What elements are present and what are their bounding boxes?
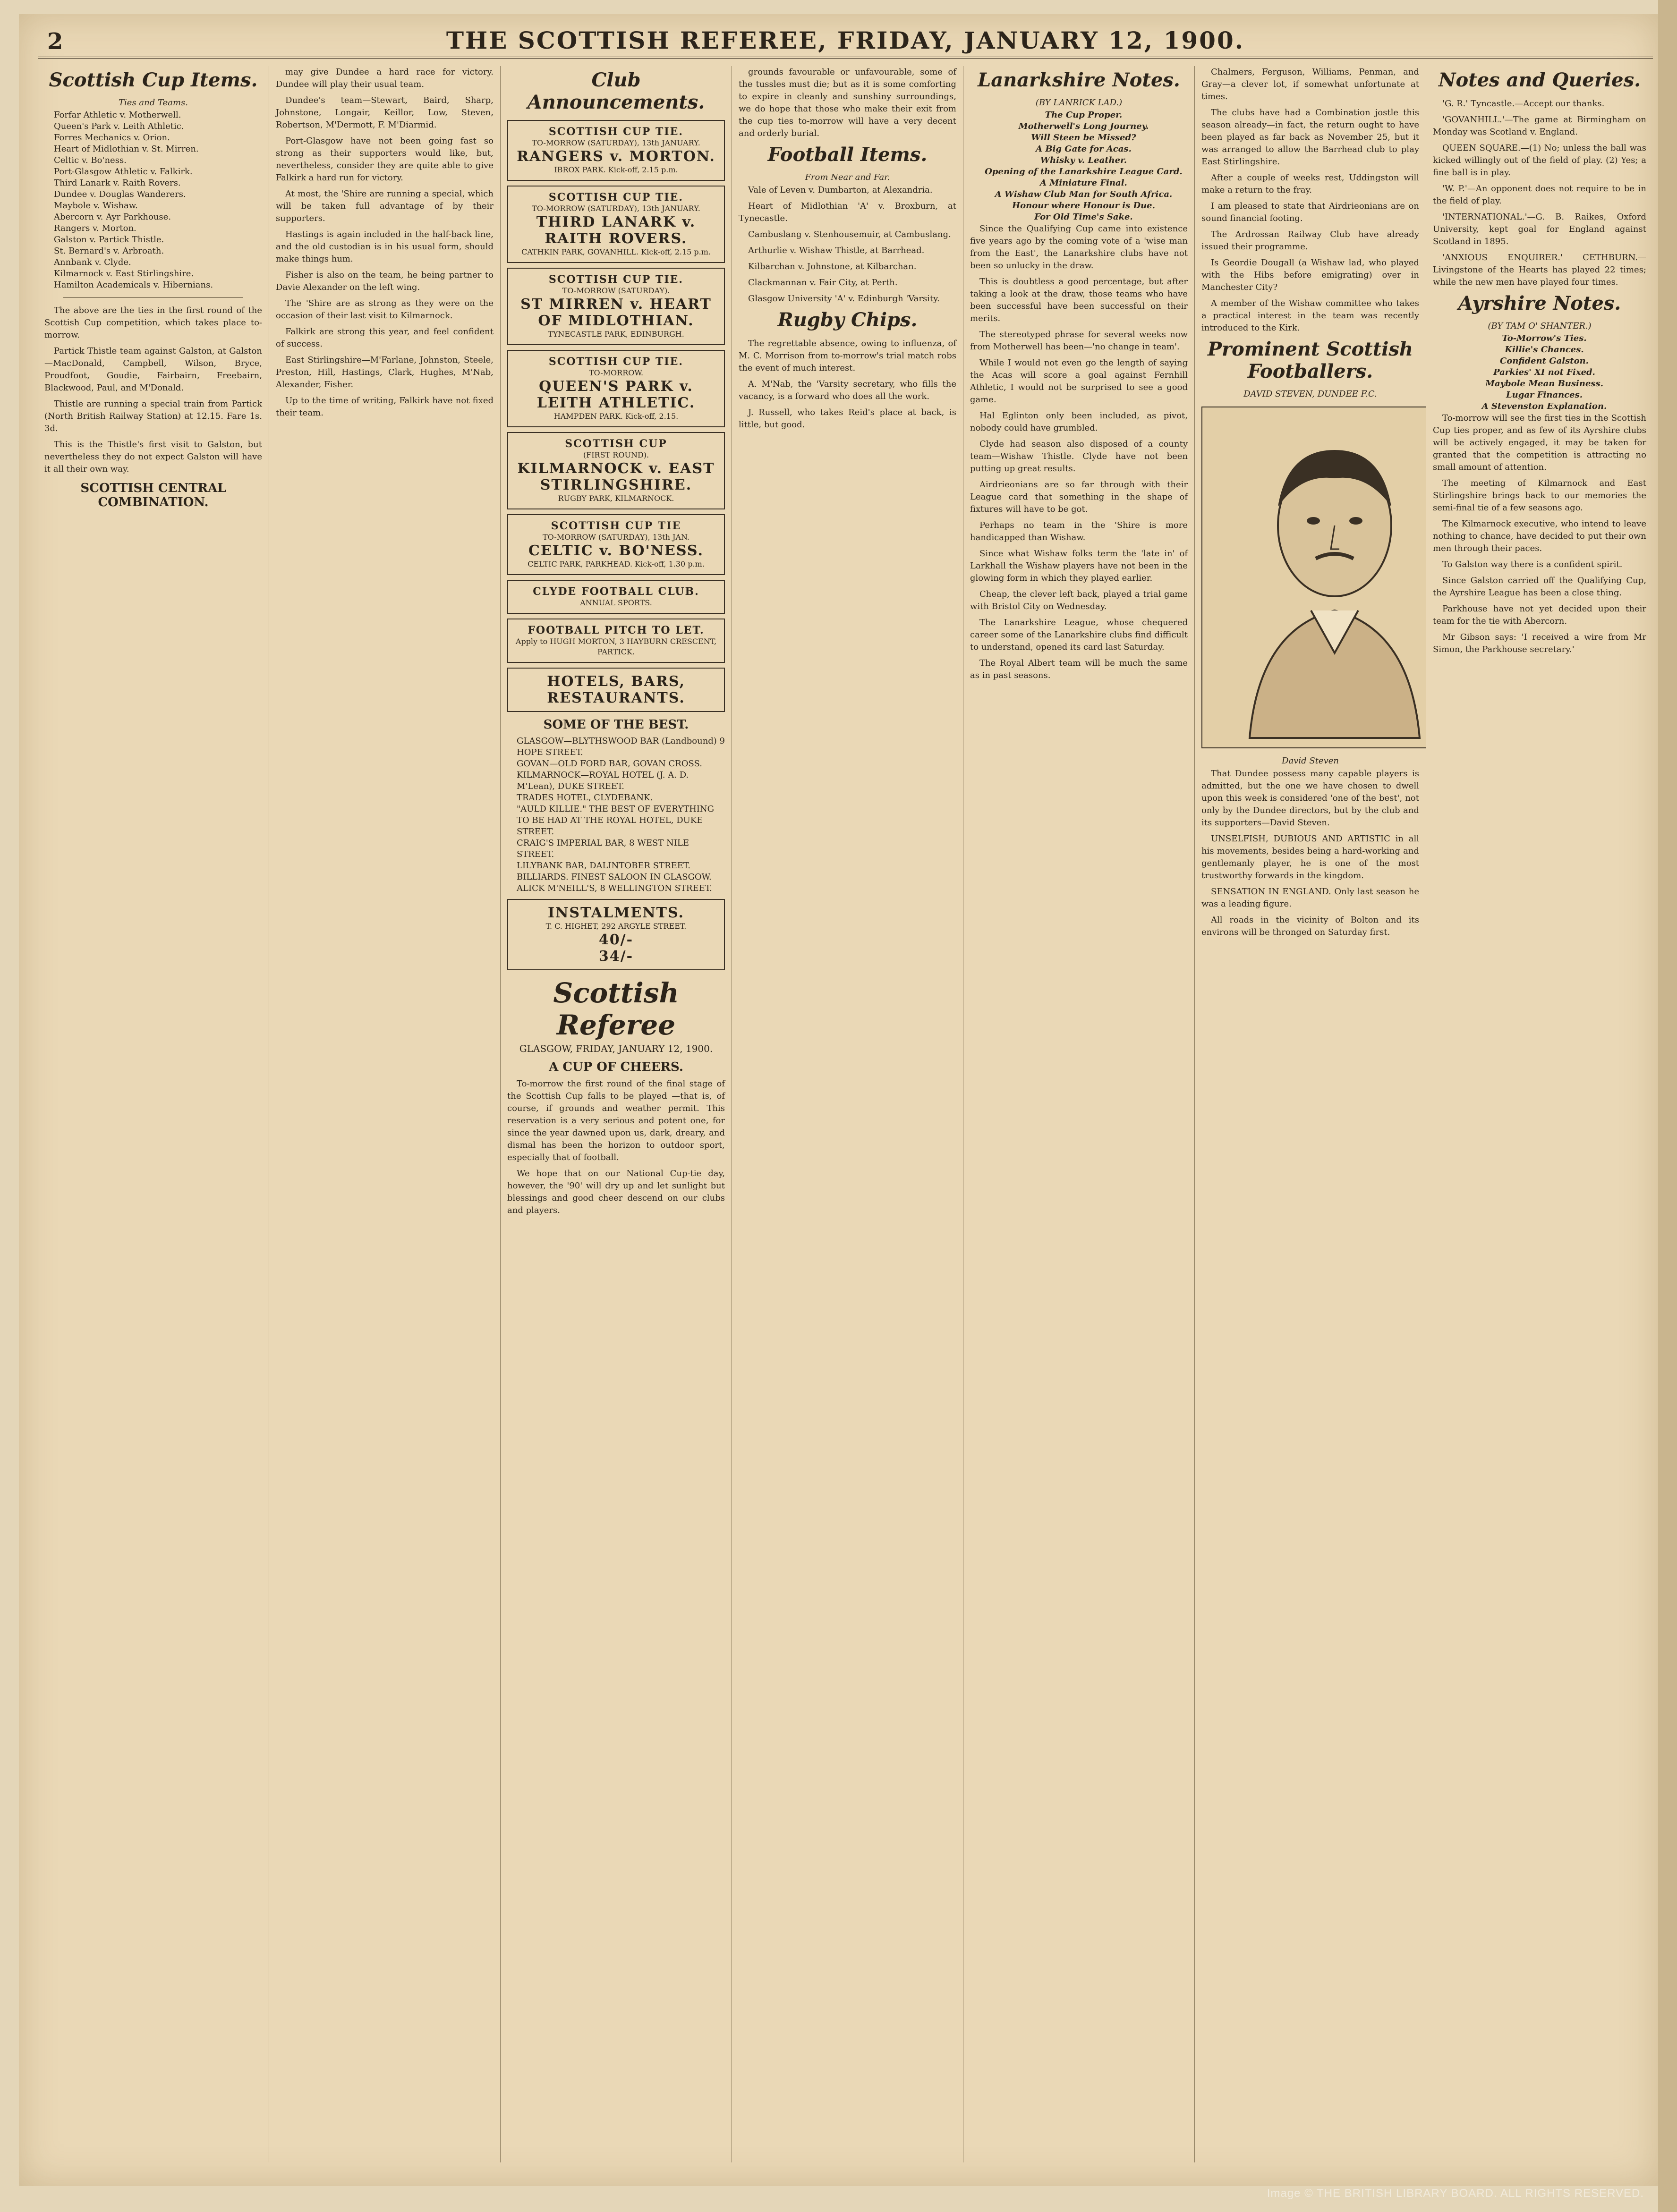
player-portrait-drawing [1202, 407, 1426, 747]
paragraph: Clyde had season also disposed of a county team—Wishaw Thistle. Clyde have not been putting up great results. [970, 439, 1188, 474]
announcement-note: TYNECASTLE PARK, EDINBURGH. [548, 330, 684, 339]
announcement-head: SCOTTISH CUP TIE. [548, 273, 684, 286]
announcement-note: CATHKIN PARK, GOVANHILL. Kick-off, 2.15 p.m. [521, 247, 711, 256]
paragraph: This is the Thistle's first visit to Galston, but nevertheless they do not expect Galston will have it all their own way. [44, 440, 262, 474]
tie-item: Forres Mechanics v. Orion. [54, 133, 170, 143]
paragraph: Port-Glasgow have not been going fast so strong as their supporters would like, but, nevertheless, consider they are quite able to give Falkirk a hard run for victory. [276, 136, 494, 183]
portrait-caption: DAVID STEVEN, DUNDEE F.C. [1243, 389, 1377, 399]
subheading: Parkies' XI not Fixed. [1493, 367, 1595, 377]
subheading: Opening of the Lanarkshire League Card. [985, 167, 1183, 177]
paragraph: grounds favourable or unfavourable, some of the tussles must die; but as it is some comforting to expire in cleanly and sunshiny surroundings, we do hope that those who make their exit from the cup ties to-morrow will have a very decent and orderly burial. [739, 67, 956, 138]
hotel-item: CRAIG'S IMPERIAL BAR, 8 WEST NILE STREET. [517, 838, 689, 859]
paragraph: The 'Shire are as strong as they were on the occasion of their last visit to Kilmarnock. [276, 298, 494, 321]
highet-address: T. C. HIGHET, 292 ARGYLE STREET. [545, 922, 687, 931]
paragraph: The Royal Albert team will be much the same as in past seasons. [970, 658, 1188, 680]
tie-item: Galston v. Partick Thistle. [54, 235, 164, 245]
paragraph: To-morrow will see the first ties in the Scottish Cup ties proper, and as few of its Ayrshire clubs will be actively engaged, it may be taken for granted that the competition is attracting no small amount of attention. [1433, 413, 1646, 472]
paragraph: Airdrieonians are so far through with their League card that something in the shape of fixtures will have to be got. [970, 480, 1188, 514]
paragraph: At most, the 'Shire are running a special, which will be taken full advantage of by their supporters. [276, 189, 494, 223]
paragraph: The regrettable absence, owing to influenza, of M. C. Morrison from to-morrow's trial match robs the event of much interest. [739, 339, 956, 373]
paragraph: Since Galston carried off the Qualifying Cup, the Ayrshire League has been a close thing. [1433, 576, 1646, 598]
price-two: 34/- [598, 948, 634, 965]
paragraph: 'INTERNATIONAL.'—G. B. Raikes, Oxford University, kept goal for England against Scotland in 1895. [1433, 212, 1646, 246]
masthead-title: THE SCOTTISH REFEREE, FRIDAY, JANUARY 12, 1900. [446, 26, 1245, 54]
dateline: GLASGOW, FRIDAY, JANUARY 12, 1900. [519, 1043, 713, 1054]
paragraph: I am pleased to state that Airdrieonians are on sound financial footing. [1201, 201, 1419, 223]
club-announcement [507, 120, 725, 181]
price-one: 40/- [598, 932, 634, 948]
announcement-head: SCOTTISH CUP TIE [551, 520, 681, 532]
hotel-item: GLASGOW—BLYTHSWOOD BAR (Landbound) 9 HOPE STREET. [517, 736, 725, 757]
subheading: Lugar Finances. [1506, 390, 1583, 400]
byline: (BY LANRICK LAD.) [1035, 98, 1123, 108]
subheading: A Big Gate for Acas. [1036, 144, 1132, 154]
paragraph: East Stirlingshire—M'Farlane, Johnston, Steele, Preston, Hill, Hastings, Clark, Hughes, M'Nab, Alexander, Fisher. [276, 355, 494, 390]
instalments-title: INSTALMENTS. [547, 905, 685, 921]
newspaper-page [19, 14, 1658, 2186]
paragraph: 'W. P.'—An opponent does not require to be in the field of play. [1433, 184, 1646, 206]
paragraph: Hal Eglinton only been included, as pivot, nobody could have grumbled. [970, 411, 1188, 433]
announcement-head: SCOTTISH CUP TIE. [548, 191, 684, 203]
subheading: Confident Galston. [1500, 356, 1589, 366]
tie-item: Dundee v. Douglas Wanderers. [54, 189, 186, 199]
tie-item: Queen's Park v. Leith Athletic. [54, 121, 184, 131]
paragraph: All roads in the vicinity of Bolton and its environs will be thronged on Saturday first. [1201, 915, 1419, 937]
subheading: Whisky v. Leather. [1040, 155, 1127, 165]
paragraph: After a couple of weeks rest, Uddingston will make a return to the fray. [1201, 173, 1419, 195]
paragraph: A member of the Wishaw committee who takes a practical interest in the team was recently introduced to the Kirk. [1201, 298, 1419, 333]
club-announcement [507, 268, 725, 345]
announcement-note: CELTIC PARK, PARKHEAD. Kick-off, 1.30 p.m. [528, 559, 705, 568]
paragraph: To-morrow the first round of the final stage of the Scottish Cup falls to be played —that is, of course, if grounds and weather permit. This reservation is a very serious and potent one, for since the year dawned upon us, dark, dreary, and dismal has been the horizon to outdoor sport, especially that of football. [507, 1079, 725, 1162]
hotel-item: GOVAN—OLD FORD BAR, GOVAN CROSS. [517, 759, 702, 769]
paragraph: Hastings is again included in the half-back line, and the old custodian is in his usual form, should make things hum. [276, 229, 494, 264]
paragraph: Thistle are running a special train from Partick (North British Railway Station) at 12.15. Fare 1s. 3d. [44, 399, 262, 433]
paragraph: The meeting of Kilmarnock and East Stirlingshire brings back to our memories the semi-final tie of a few seasons ago. [1433, 478, 1646, 513]
column-lanarkshire-notes [963, 66, 1195, 2162]
paragraph: The Kilmarnock executive, who intend to leave nothing to chance, have decided to put their own men through their paces. [1433, 519, 1646, 553]
player-portrait [1201, 407, 1426, 748]
announcement-sub: TO-MORROW. [588, 368, 644, 377]
hotel-item: "AULD KILLIE." THE BEST OF EVERYTHING TO BE HAD AT THE ROYAL HOTEL, DUKE STREET. [517, 804, 715, 837]
tie-item: Annbank v. Clyde. [54, 257, 131, 267]
subheading: A Stevenston Explanation. [1481, 401, 1607, 411]
announcement-sub: TO-MORROW (SATURDAY), 13th JANUARY. [532, 138, 700, 147]
tie-item: Third Lanark v. Raith Rovers. [54, 178, 181, 188]
paragraph: Partick Thistle team against Galston, at Galston—MacDonald, Campbell, Wilson, Bryce, Proudfoot, Goudie, Fairbairn, Freebairn, Blackwood, Paul, and M'Donald. [44, 346, 262, 393]
paragraph: Arthurlie v. Wishaw Thistle, at Barrhead. [748, 246, 925, 255]
paper-masthead-small: Scottish Referee [553, 977, 679, 1041]
tie-item: Rangers v. Morton. [54, 223, 136, 233]
announcement-head: CLYDE FOOTBALL CLUB. [533, 585, 699, 598]
subheading: To-Morrow's Ties. [1502, 333, 1587, 343]
page-number: 2 [47, 28, 63, 55]
paragraph: Fisher is also on the team, he being partner to Davie Alexander on the left wing. [276, 270, 494, 292]
tie-item: Forfar Athletic v. Motherwell. [54, 110, 181, 120]
club-ads [507, 120, 725, 663]
masthead [38, 24, 1653, 59]
column-cup-continued [269, 66, 501, 2162]
section-subtitle: Ties and Teams. [119, 98, 188, 108]
paragraph: This is doubtless a good percentage, but after taking a look at the draw, those teams who have been successful have been successful on their merits. [970, 277, 1188, 323]
subheading: A Wishaw Club Man for South Africa. [995, 189, 1173, 199]
paragraph: Since what Wishaw folks term the 'late in' of Larkhall the Wishaw players have not been in the glowing form in which they played earlier. [970, 549, 1188, 583]
instalments-ad [507, 899, 725, 970]
paragraph: Parkhouse have not yet decided upon their team for the tie with Abercorn. [1433, 604, 1646, 626]
lanark-headings [970, 110, 1188, 223]
columns [38, 66, 1653, 2162]
paragraph: Up to the time of writing, Falkirk have not fixed their team. [276, 396, 494, 418]
paragraph: The Ardrossan Railway Club have already issued their programme. [1201, 229, 1419, 252]
paragraph: QUEEN SQUARE.—(1) No; unless the ball was kicked willingly out of the field of play. (2) Yes; a fine ball is in play. [1433, 143, 1646, 178]
paragraph: 'G. R.' Tyncastle.—Accept our thanks. [1442, 99, 1605, 109]
hotel-item: TRADES HOTEL, CLYDEBANK. [517, 793, 653, 803]
paragraph: To Galston way there is a confident spirit. [1442, 559, 1623, 569]
subheading: Will Steen be Missed? [1031, 133, 1136, 143]
paragraph: That Dundee possess many capable players is admitted, but the one we have chosen to dwell upon this week is considered 'one of the best', not only by the Dundee directors, but by the club and its supporters—David Steven. [1201, 769, 1419, 828]
tie-item: Celtic v. Bo'ness. [54, 155, 127, 165]
announcement-team: CELTIC v. BO'NESS. [528, 542, 704, 559]
paragraph: The clubs have had a Combination jostle this season already—in fact, the return ought to have been played as far back as November 25, but it was arranged to allow the Barrhead club to play East Stirlingshire. [1201, 108, 1419, 167]
announcement-team: KILMARNOCK v. EAST STIRLINGSHIRE. [517, 460, 715, 493]
tie-item: Kilmarnock v. East Stirlingshire. [54, 269, 194, 279]
column-lanarkshire-continued [1195, 66, 1426, 2162]
divider [63, 297, 243, 298]
paragraph: While I would not even go the length of saying the Acas will score a goal against Fernhill Athletic, I would not be surprised to see a good game. [970, 358, 1188, 405]
announcement-sub: TO-MORROW (SATURDAY), 13th JANUARY. [532, 204, 700, 213]
paragraph: Kilbarchan v. Johnstone, at Kilbarchan. [748, 262, 917, 271]
club-announcement [507, 432, 725, 509]
announcement-head: SCOTTISH CUP TIE. [548, 126, 684, 138]
announcement-note: IBROX PARK. Kick-off, 2.15 p.m. [554, 165, 678, 174]
section-title: Club Announcements. [527, 69, 705, 113]
announcement-sub: TO-MORROW (SATURDAY), 13th JAN. [542, 533, 690, 542]
subheading: Motherwell's Long Journey. [1018, 121, 1149, 131]
subheading: Honour where Honour is Due. [1012, 201, 1155, 211]
column-notes-and-queries [1426, 66, 1653, 2162]
paragraph: Mr Gibson says: 'I received a wire from Mr Simon, the Parkhouse secretary.' [1433, 632, 1646, 654]
best-title: SOME OF THE BEST. [543, 718, 689, 732]
announcement-note: RUGBY PARK, KILMARNOCK. [558, 494, 674, 503]
announcement-head: SCOTTISH CUP [565, 438, 667, 450]
column-scottish-cup-items [38, 66, 269, 2162]
hotel-item: ALICK M'NEILL'S, 8 WELLINGTON STREET. [517, 883, 712, 893]
tie-item: Maybole v. Wishaw. [54, 201, 138, 211]
club-announcement [507, 186, 725, 263]
ties-list [44, 110, 262, 291]
paragraph: Perhaps no team in the 'Shire is more handicapped than Wishaw. [970, 520, 1188, 542]
paragraph: The above are the ties in the first round of the Scottish Cup competition, which takes place to-morrow. [44, 305, 262, 340]
paragraph: Since the Qualifying Cup came into existence five years ago by the coming vote of a 'wise man from the East', the Lanarkshire clubs have not been so unlucky in the draw. [970, 224, 1188, 271]
section-title: Football Items. [767, 144, 928, 166]
paragraph: Chalmers, Ferguson, Williams, Penman, and Gray—a clever lot, if somewhat unfortunate at times. [1201, 67, 1419, 102]
tie-item: Port-Glasgow Athletic v. Falkirk. [54, 167, 193, 177]
announcement-team: THIRD LANARK v. RAITH ROVERS. [536, 214, 696, 247]
club-announcement [507, 580, 725, 614]
hotels-title: HOTELS, BARS, RESTAURANTS. [547, 673, 685, 706]
hotel-item: KILMARNOCK—ROYAL HOTEL (J. A. D. M'Lean), DUKE STREET. [517, 770, 689, 791]
paragraph: Cambuslang v. Stenhousemuir, at Cambuslang. [748, 229, 951, 239]
paragraph: UNSELFISH, DUBIOUS AND ARTISTIC in all his movements, besides being a hard-working and gentlemanly player, he is one of the most trustworthy forwards in the kingdom. [1201, 834, 1419, 881]
announcement-team: QUEEN'S PARK v. LEITH ATHLETIC. [536, 378, 696, 411]
subheading: The Cup Proper. [1045, 110, 1123, 120]
byline: (BY TAM O' SHANTER.) [1488, 321, 1592, 331]
table-heading: SCOTTISH CENTRAL COMBINATION. [80, 481, 226, 509]
adjacent-page-edge [1658, 0, 1677, 2212]
paragraph: The stereotyped phrase for several weeks now from Motherwell has been—'no change in team'. [970, 330, 1188, 352]
hotels-ad [507, 668, 725, 712]
paragraph: Dundee's team—Stewart, Baird, Sharp, Johnstone, Longair, Keillor, Low, Steven, Robertson, M'Dermott, F. M'Diarmid. [276, 95, 494, 130]
paragraph: Cheap, the clever left back, played a trial game with Bristol City on Wednesday. [970, 589, 1188, 611]
paragraph: Heart of Midlothian 'A' v. Broxburn, at Tynecastle. [739, 201, 956, 223]
club-announcement [507, 514, 725, 575]
paragraph: The Lanarkshire League, whose chequered career some of the Lanarkshire clubs find difficult to understand, opened its card last Saturday. [970, 618, 1188, 652]
subheading: Killie's Chances. [1505, 345, 1584, 355]
tie-item: Hamilton Academicals v. Hibernians. [54, 280, 213, 290]
paragraph: may give Dundee a hard race for victory. Dundee will play their usual team. [276, 67, 494, 89]
hotel-item: LILYBANK BAR, DALINTOBER STREET. [517, 861, 691, 871]
section-title: Notes and Queries. [1438, 69, 1641, 91]
section-title: Ayrshire Notes. [1458, 292, 1621, 314]
paragraph: Falkirk are strong this year, and feel confident of success. [276, 327, 494, 349]
column-club-announcements [501, 66, 732, 2162]
paragraph: Is Geordie Dougall (a Wishaw lad, who played with the Hibs before emigrating) over in Manchester City? [1201, 258, 1419, 292]
paragraph: A. M'Nab, the 'Varsity secretary, who fills the vacancy, is a forward who does all the work. [739, 379, 956, 401]
copyright-notice: Image © THE BRITISH LIBRARY BOARD. ALL RIGHTS RESERVED. [1267, 2187, 1644, 2200]
hotels-list [507, 736, 725, 894]
portrait-signature: David Steven [1282, 756, 1339, 766]
subheading: A Miniature Final. [1040, 178, 1127, 188]
paragraph: Vale of Leven v. Dumbarton, at Alexandria. [748, 185, 933, 195]
paragraph: SENSATION IN ENGLAND. Only last season he was a leading figure. [1201, 887, 1419, 909]
section-title: Lanarkshire Notes. [978, 69, 1180, 91]
hotel-item: BILLIARDS. FINEST SALOON IN GLASGOW. [517, 872, 712, 882]
subheading: For Old Time's Sake. [1034, 212, 1133, 222]
club-announcement [507, 619, 725, 663]
paragraph: Clackmannan v. Fair City, at Perth. [748, 278, 898, 288]
tie-item: Abercorn v. Ayr Parkhouse. [54, 212, 171, 222]
section-title: Rugby Chips. [777, 309, 918, 331]
paragraph: 'GOVANHILL.'—The game at Birmingham on Monday was Scotland v. England. [1433, 115, 1646, 137]
announcement-head: SCOTTISH CUP TIE. [548, 356, 684, 368]
tie-item: St. Bernard's v. Arbroath. [54, 246, 164, 256]
announcement-head: FOOTBALL PITCH TO LET. [528, 624, 705, 636]
section-subtitle: From Near and Far. [805, 172, 890, 182]
section-title: Scottish Cup Items. [49, 69, 258, 91]
portrait-section-title: Prominent Scottish Footballers. [1207, 338, 1413, 382]
ayr-headings [1433, 333, 1646, 412]
subheading: Maybole Mean Business. [1485, 379, 1603, 389]
tie-item: Heart of Midlothian v. St. Mirren. [54, 144, 199, 154]
announcement-team: RANGERS v. MORTON. [517, 148, 715, 165]
announcement-note: Apply to HUGH MORTON, 3 HAYBURN CRESCENT, PARTICK. [515, 637, 717, 656]
paragraph: We hope that on our National Cup-tie day, however, the '90' will dry up and let sunlight but blessings and good cheer descend on our clubs and players. [507, 1169, 725, 1215]
paragraph: 'ANXIOUS ENQUIRER.' CETHBURN.—Livingstone of the Hearts has played 22 times; while the new men have played four times. [1433, 253, 1646, 287]
column-football-items [732, 66, 963, 2162]
announcement-sub: (FIRST ROUND). [583, 450, 649, 459]
paragraph: Glasgow University 'A' v. Edinburgh 'Varsity. [748, 294, 940, 304]
announcement-team: ST MIRREN v. HEART OF MIDLOTHIAN. [520, 296, 712, 329]
announcement-note: ANNUAL SPORTS. [580, 598, 652, 607]
announcement-sub: TO-MORROW (SATURDAY). [562, 286, 670, 295]
club-announcement [507, 350, 725, 427]
announcement-note: HAMPDEN PARK. Kick-off, 2.15. [553, 412, 679, 421]
leader-title: A CUP OF CHEERS. [549, 1060, 683, 1074]
paragraph: J. Russell, who takes Reid's place at back, is little, but good. [739, 407, 956, 430]
